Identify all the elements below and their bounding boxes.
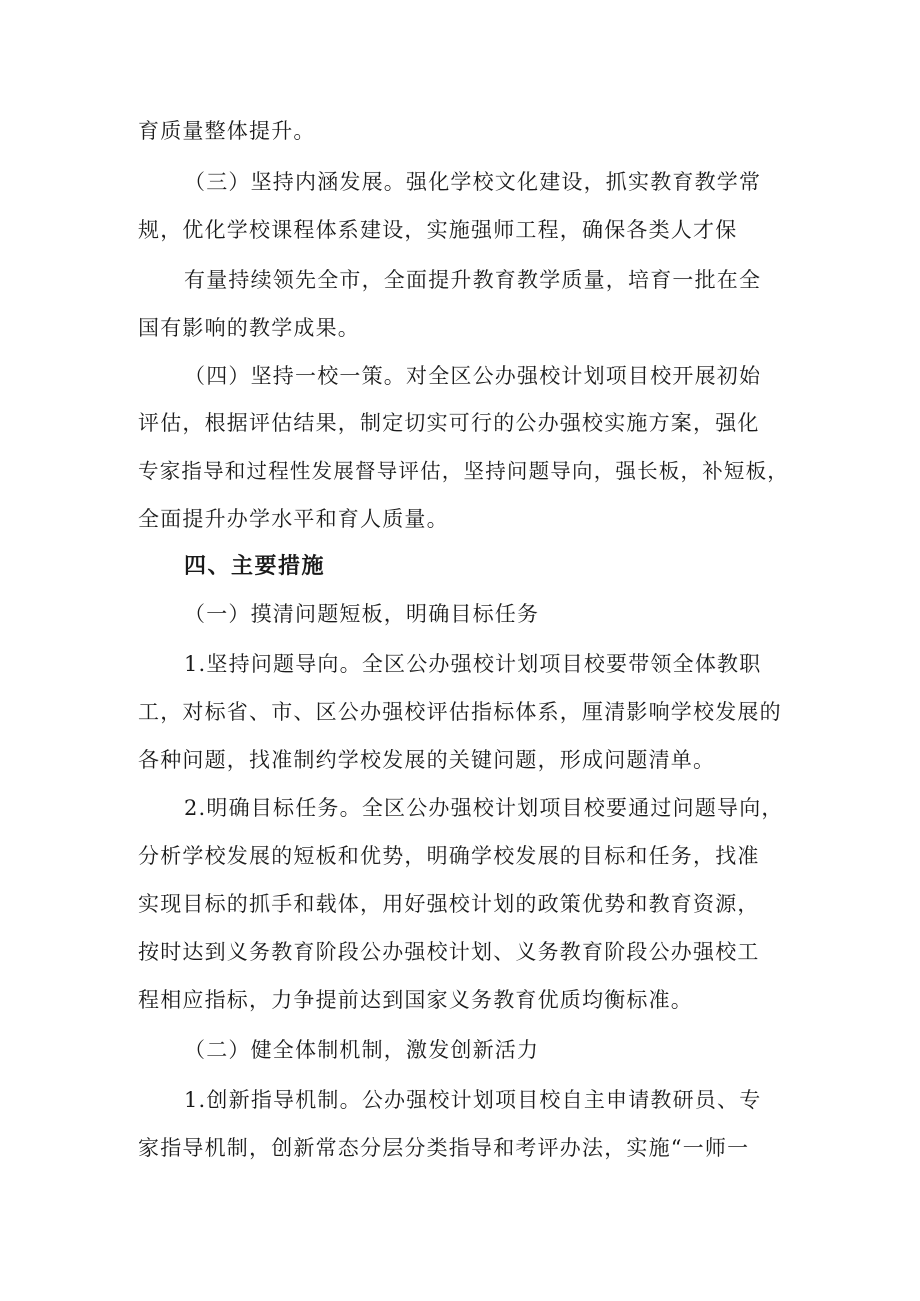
text-line: 专家指导和过程性发展督导评估，坚持问题导向，强长板，补短板， — [138, 459, 789, 483]
text-line: 分析学校发展的短板和优势，明确学校发展的目标和任务，找准 — [138, 844, 760, 868]
section-heading: 四、主要措施 — [184, 554, 326, 579]
subsection-heading: （二）健全体制机制，激发创新活力 — [184, 1038, 540, 1062]
subsection-heading: （一）摸清问题短板，明确目标任务 — [184, 602, 540, 626]
text-line: 有量持续领先全市，全面提升教育教学质量，培育一批在全 — [184, 268, 762, 292]
text-line: 评估，根据评估结果，制定切实可行的公办强校实施方案，强化 — [138, 411, 760, 435]
text-line: 2.明确目标任务。全区公办强校计划项目校要通过问题导向， — [184, 796, 784, 820]
text-line: 程相应指标，力争提前达到国家义务教育优质均衡标准。 — [138, 988, 693, 1012]
text-line: 工，对标省、市、区公办强校评估指标体系，厘清影响学校发展的 — [138, 700, 782, 724]
text-line: （四）坚持一校一策。对全区公办强校计划项目校开展初始 — [184, 364, 762, 388]
text-line: 1.创新指导机制。公办强校计划项目校自主申请教研员、专 — [184, 1088, 762, 1112]
text-line: 实现目标的抓手和载体，用好强校计划的政策优势和教育资源， — [138, 892, 760, 916]
text-line: 规，优化学校课程体系建设，实施强师工程，确保各类人才保 — [138, 218, 738, 242]
text-line: 家指导机制，创新常态分层分类指导和考评办法，实施“一师一 — [138, 1136, 750, 1160]
text-line: 国有影响的教学成果。 — [138, 316, 360, 340]
text-line: 各种问题，找准制约学校发展的关键问题，形成问题清单。 — [138, 748, 716, 772]
text-line: 按时达到义务教育阶段公办强校计划、义务教育阶段公办强校工 — [138, 940, 760, 964]
text-line: 1.坚持问题导向。全区公办强校计划项目校要带领全体教职 — [184, 652, 762, 676]
text-line: （三）坚持内涵发展。强化学校文化建设，抓实教育教学常 — [184, 170, 762, 194]
text-line: 育质量整体提升。 — [138, 119, 316, 143]
text-line: 全面提升办学水平和育人质量。 — [138, 507, 449, 531]
